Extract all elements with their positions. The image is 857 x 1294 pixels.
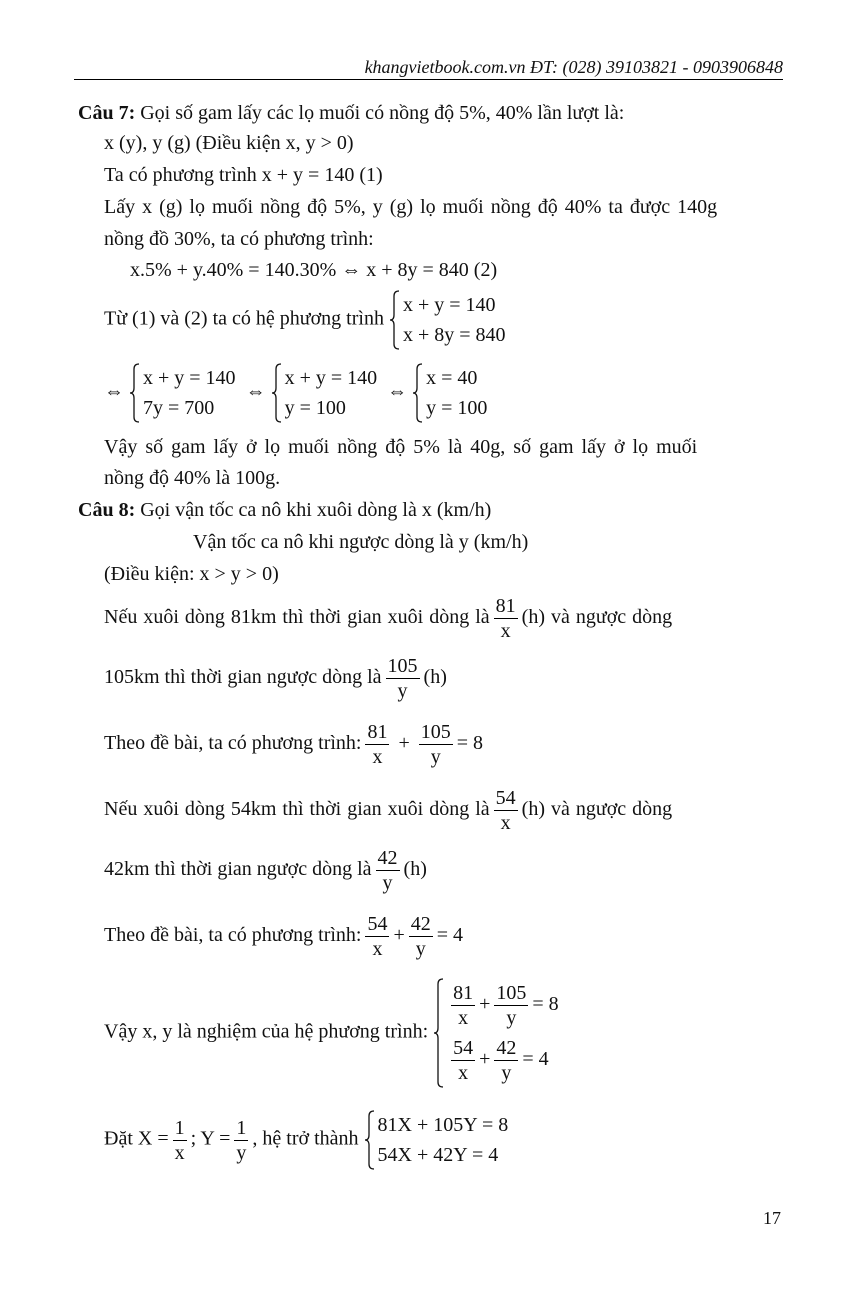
eq: y = 100 (284, 397, 346, 419)
eq: 54X + 42Y = 4 (377, 1144, 499, 1166)
equation-line (104, 912, 463, 961)
fraction (451, 981, 475, 1030)
system-line (104, 978, 559, 1088)
numerator: 42 (377, 847, 398, 869)
denominator: x (500, 812, 511, 834)
text: Vậy x, y là nghiệm của hệ phương trình: (104, 1020, 429, 1043)
text-line: Vậy số gam lấy ở lọ muối nồng độ 5% là 40g, số gam lấy ở lọ muối (104, 436, 698, 458)
numerator: 42 (496, 1037, 517, 1059)
text-line (104, 654, 447, 703)
page-number: 17 (763, 1208, 781, 1228)
eq: x + 8y = 840 (402, 324, 506, 346)
plus: + (479, 1048, 491, 1071)
numerator: 105 (496, 982, 527, 1004)
text: Theo đề bài, ta có phương trình: (104, 732, 362, 755)
fraction (451, 1036, 475, 1085)
equivalence-line (104, 363, 487, 423)
numerator: 54 (495, 787, 516, 809)
text-line: nồng độ 40% là 100g. (104, 467, 281, 489)
text: = 4 (522, 1048, 549, 1071)
eq: x + y = 140 (402, 294, 496, 316)
brace-icon (271, 363, 283, 423)
page-header: khangvietbook.com.vn ĐT: (028) 39103821 - 0903906848 (364, 57, 783, 77)
text: (h) và ngược dòng (521, 798, 673, 821)
text: = 8 (532, 993, 559, 1016)
fraction (365, 912, 389, 961)
denominator: x (372, 746, 383, 768)
text-line: (Điều kiện: x > y > 0) (104, 563, 279, 585)
substitution-line (104, 1110, 508, 1170)
text: (h) (423, 666, 447, 689)
eq: y = 100 (426, 397, 488, 419)
cau7-intro (78, 101, 624, 125)
equiv-symbol: ⇔ (104, 380, 124, 403)
brace-icon (129, 363, 141, 423)
equation-system (271, 363, 378, 423)
plus: + (479, 993, 491, 1016)
text: , hệ trở thành (252, 1127, 359, 1150)
denominator: y (382, 872, 393, 894)
text-line: x (y), y (g) (Điều kiện x, y > 0) (104, 132, 354, 154)
denominator: x (500, 620, 511, 642)
fraction (386, 654, 420, 703)
fraction (234, 1116, 248, 1165)
text: Từ (1) và (2) ta có hệ phương trình (104, 307, 384, 330)
text: (h) và ngược dòng (521, 606, 673, 629)
text-line: Vận tốc ca nô khi ngược dòng là y (km/h) (193, 531, 529, 553)
eq: 7y = 700 (143, 397, 215, 419)
denominator: y (430, 746, 441, 768)
equiv-symbol: ⇔ (387, 380, 408, 403)
text: = 8 (456, 732, 484, 755)
denominator: y (506, 1007, 517, 1029)
text: 42km thì thời gian ngược dòng là (104, 858, 372, 881)
fraction (494, 786, 518, 835)
system-line (104, 290, 506, 350)
text-line (104, 846, 427, 895)
text-line (104, 786, 672, 835)
numerator: 81 (453, 982, 474, 1004)
denominator: y (501, 1062, 512, 1084)
eq: x + y = 140 (284, 367, 378, 389)
question-label: Câu 8: (78, 499, 136, 521)
plus: + (398, 732, 410, 755)
denominator: y (415, 938, 426, 960)
fraction (376, 846, 400, 895)
eq (447, 978, 559, 1033)
text: Đặt X = (104, 1127, 169, 1150)
text-line: nồng đồ 30%, ta có phương trình: (104, 228, 374, 250)
eq: x = 40 (426, 367, 478, 389)
header-rule (74, 79, 783, 80)
text-line: Lấy x (g) lọ muối nồng độ 5%, y (g) lọ muối nồng độ 40% ta được 140g (104, 196, 718, 218)
equiv-symbol: ⇔ (245, 380, 266, 403)
equation-line: x.5% + y.40% = 140.30% ⇔ x + 8y = 840 (2) (130, 259, 498, 281)
eq (447, 1033, 559, 1088)
text: Theo đề bài, ta có phương trình: (104, 924, 362, 947)
numerator: 105 (420, 721, 451, 743)
numerator: 81 (495, 595, 516, 617)
equation-system (412, 363, 487, 423)
denominator: x (458, 1062, 469, 1084)
eq: 81X + 105Y = 8 (377, 1114, 509, 1136)
text: Nếu xuôi dòng 54km thì thời gian xuôi dòng là (104, 798, 490, 821)
equation-system (364, 1110, 509, 1170)
brace-icon (389, 290, 401, 350)
fraction (409, 912, 433, 961)
numerator: 81 (367, 721, 388, 743)
equation-line (104, 720, 483, 769)
denominator: y (236, 1141, 247, 1164)
text: ; Y = (190, 1127, 231, 1150)
numerator: 54 (453, 1037, 474, 1059)
question-label: Câu 7: (78, 102, 136, 124)
equation-system (389, 290, 506, 350)
numerator: 1 (236, 1116, 247, 1139)
fraction (419, 720, 453, 769)
brace-icon (412, 363, 424, 423)
text-line: Ta có phương trình x + y = 140 (1) (104, 164, 383, 186)
equation-system (433, 978, 559, 1088)
text: (h) (403, 858, 427, 881)
text: = 4 (436, 924, 464, 947)
brace-icon (433, 978, 445, 1088)
text: Gọi số gam lấy các lọ muối có nồng độ 5%, 40% lần lượt là: (140, 102, 625, 124)
fraction (494, 981, 528, 1030)
numerator: 54 (367, 913, 388, 935)
fraction (365, 720, 389, 769)
denominator: x (458, 1007, 469, 1029)
denominator: y (397, 680, 408, 702)
brace-icon (364, 1110, 376, 1170)
cau8-intro (78, 498, 491, 522)
text: Gọi vận tốc ca nô khi xuôi dòng là x (km/h) (140, 499, 492, 521)
text-line (104, 594, 672, 643)
equation-system (129, 363, 236, 423)
denominator: x (174, 1141, 185, 1164)
text: Nếu xuôi dòng 81km thì thời gian xuôi dòng là (104, 606, 490, 629)
fraction (494, 1036, 518, 1085)
text: 105km thì thời gian ngược dòng là (104, 666, 382, 689)
plus: + (393, 924, 405, 947)
fraction (173, 1116, 187, 1165)
denominator: x (372, 938, 383, 960)
numerator: 42 (410, 913, 431, 935)
fraction (494, 594, 518, 643)
eq: x + y = 140 (143, 367, 236, 389)
numerator: 105 (387, 655, 418, 677)
numerator: 1 (174, 1116, 185, 1139)
